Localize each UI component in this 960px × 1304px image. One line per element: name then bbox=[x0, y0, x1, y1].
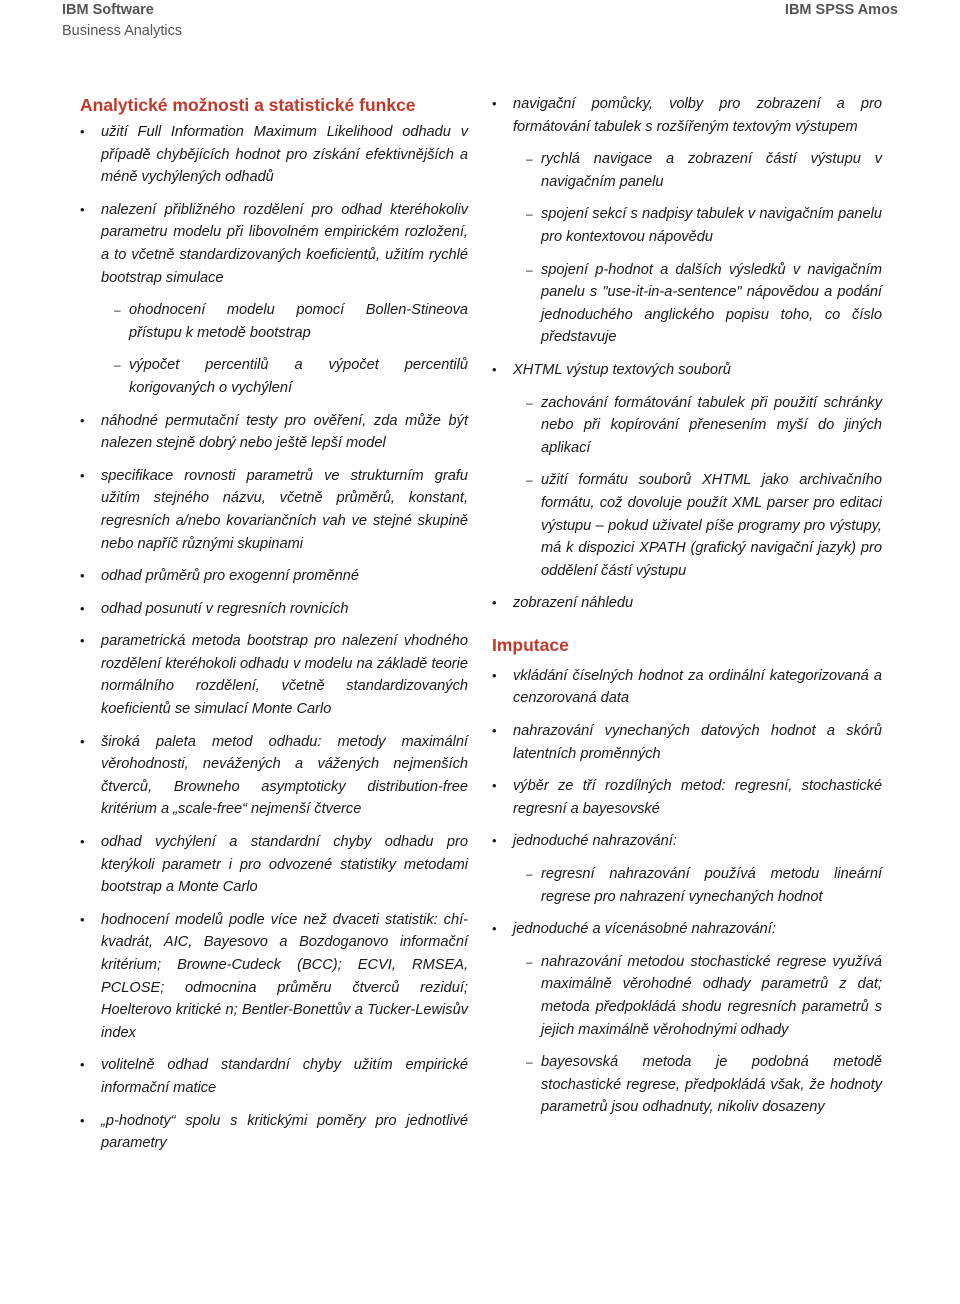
list-item-text: odhad posunutí v regresních rovnicích bbox=[101, 600, 349, 617]
list-item-text: jednoduché a vícenásobné nahrazování: bbox=[513, 921, 776, 938]
list-item bbox=[80, 909, 468, 1045]
list-item bbox=[492, 775, 882, 820]
imputation-list bbox=[492, 665, 882, 1119]
sub-list bbox=[513, 392, 882, 583]
list-item bbox=[80, 1054, 468, 1099]
list-item-text: volitelně odhad standardní chyby užitím empirické informační matice bbox=[101, 1057, 468, 1096]
sub-list bbox=[513, 951, 882, 1119]
list-item-text: odhad vychýlení a standardní chyby odhadu pro kterýkoli parametr i pro odvozené statistiky metodami bootstrap a Monte Carlo bbox=[101, 834, 468, 896]
sub-list-item: – spojení sekcí s nadpisy tabulek v navigačním panelu pro kontextovou nápovědu bbox=[513, 203, 882, 248]
list-item bbox=[492, 830, 882, 908]
sub-list bbox=[513, 148, 882, 349]
sub-list bbox=[513, 863, 882, 908]
list-item bbox=[80, 630, 468, 720]
list-item-text: XHTML výstup textových souborů bbox=[513, 361, 731, 378]
sub-list bbox=[101, 299, 468, 399]
sub-list-item: – spojení p-hodnot a dalších výsledků v navigačním panelu s "use-it-in-a-sentence" nápovědou a podání jednoduchého anglického popisu toho, co číslo představuje bbox=[513, 259, 882, 349]
header-right bbox=[785, 0, 898, 21]
list-item bbox=[80, 831, 468, 899]
list-item bbox=[492, 720, 882, 765]
sub-list-item: – výpočet percentilů a výpočet percentilů korigovaných o vychýlení bbox=[101, 354, 468, 399]
product-name: IBM SPSS Amos bbox=[784, 2, 898, 18]
list-item-text: hodnocení modelů podle více než dvaceti statistik: chí-kvadrát, AIC, Bayesovo a Bozdoganovo informační kritérium; Browne-Cudeck (BCC); ECVI, RMSEA, PCLOSE; odmocnina průměru čtverců reziduí; Hoelterovo kritické n; Bentler-Bonettův a Tucker-Lewisův index bbox=[101, 911, 468, 1041]
sub-list-item: – nahrazování metodou stochastické regrese využívá maximálně věrohodné odhady parametrů z dat; metoda předpokládá shodu regresních parametrů s jejich maximálně věrohodnými odhady bbox=[513, 951, 882, 1041]
list-item-text: náhodné permutační testy pro ověření, zda může být nalezen stejně dobrý nebo ještě lepší model bbox=[101, 412, 468, 452]
list-item bbox=[80, 121, 468, 189]
output-features-list bbox=[492, 93, 882, 615]
list-item-text: jednoduché nahrazování: bbox=[513, 833, 677, 850]
analytics-list bbox=[80, 121, 468, 1155]
list-item bbox=[80, 410, 468, 455]
sub-list-item: – ohodnocení modelu pomocí Bollen-Stineova přístupu k metodě bootstrap bbox=[101, 299, 468, 344]
list-item bbox=[80, 598, 468, 621]
sub-list-item: – užití formátu souborů XHTML jako archivačního formátu, což dovoluje použít XML parser pro editaci výstupu – pokud uživatel píše programy pro výstupy, má k dispozici XPATH (grafický navigační jazyk) pro oddělení částí výstupu bbox=[513, 469, 882, 582]
list-item-text: nahrazování vynechaných datových hodnot a skórů latentních proměnných bbox=[513, 723, 882, 762]
section-title-analytics: Analytické možnosti a statistické funkce bbox=[80, 95, 416, 115]
list-item-text: odhad průměrů pro exogenní proměnné bbox=[101, 568, 359, 585]
list-item-text: vkládání číselných hodnot za ordinální kategorizovaná a cenzorovaná data bbox=[513, 667, 882, 707]
list-item-text: parametrická metoda bootstrap pro nalezení vhodného rozdělení kteréhokoli odhadu v modelu na základě teorie normálního rozdělení, včetně standardizovaných koeficientů se simulací Monte Carlo bbox=[101, 633, 468, 718]
section-title-imputation: Imputace bbox=[492, 634, 569, 655]
list-item-text: „p-hodnoty“ spolu s kritickými poměry pro jednotlivé parametry bbox=[101, 1112, 468, 1152]
list-item-text: specifikace rovnosti parametrů ve strukturním grafu užitím stejného názvu, včetně průměrů, konstant, regresních a/nebo kovariančních vah ve stejné skupině nebo napříč různými skupinami bbox=[101, 467, 468, 552]
sub-list-item: – bayesovská metoda je podobná metodě stochastické regrese, předpokládá však, že hodnoty parametrů jsou odhadnuty, nikoliv dosazeny bbox=[513, 1051, 882, 1119]
sub-list-item: – zachování formátování tabulek při použití schránky nebo při kopírování přenesením myší do jiných aplikací bbox=[513, 392, 882, 460]
brand-subtitle: Business Analytics bbox=[62, 23, 183, 39]
list-item-text: široká paleta metod odhadu: metody maximální věrohodnosti, nevážených a vážených nejmenších čtverců, Browneho asymptoticky distribution-free kritérium a „scale-free“ nejmenší čtverce bbox=[101, 733, 468, 818]
list-item-text: zobrazení náhledu bbox=[513, 595, 634, 612]
list-item bbox=[80, 731, 468, 821]
list-item bbox=[492, 918, 882, 1119]
list-item bbox=[80, 1110, 468, 1155]
list-item bbox=[80, 465, 468, 555]
right-column bbox=[492, 93, 882, 1129]
list-item-text: navigační pomůcky, volby pro zobrazení a pro formátování tabulek s rozšířeným textovým výstupem bbox=[513, 96, 882, 135]
sub-list-item: – rychlá navigace a zobrazení částí výstupu v navigačním panelu bbox=[513, 148, 882, 193]
list-item bbox=[80, 565, 468, 588]
list-item bbox=[492, 592, 882, 615]
list-item-text: nalezení přibližného rozdělení pro odhad kteréhokoliv parametru modelu při libovolném empirickém rozložení, a to včetně standardizovaných koeficientů, užitím rychlé bootstrap simulace bbox=[101, 201, 468, 286]
list-item bbox=[80, 199, 468, 400]
list-item bbox=[492, 359, 882, 582]
sub-list-item: – regresní nahrazování používá metodu lineární regrese pro nahrazení vynechaných hodnot bbox=[513, 863, 882, 908]
header-left bbox=[62, 0, 182, 42]
list-item-text: výběr ze tří rozdílných metod: regresní, stochastické regresní a bayesovské bbox=[513, 778, 882, 817]
list-item bbox=[492, 93, 882, 349]
brand-title: IBM Software bbox=[62, 2, 154, 18]
list-item-text: užití Full Information Maximum Likelihood odhadu v případě chybějících hodnot pro získání efektivnějších a méně vychýlených odhadů bbox=[101, 124, 468, 186]
list-item bbox=[492, 665, 882, 710]
left-column bbox=[80, 93, 468, 1165]
